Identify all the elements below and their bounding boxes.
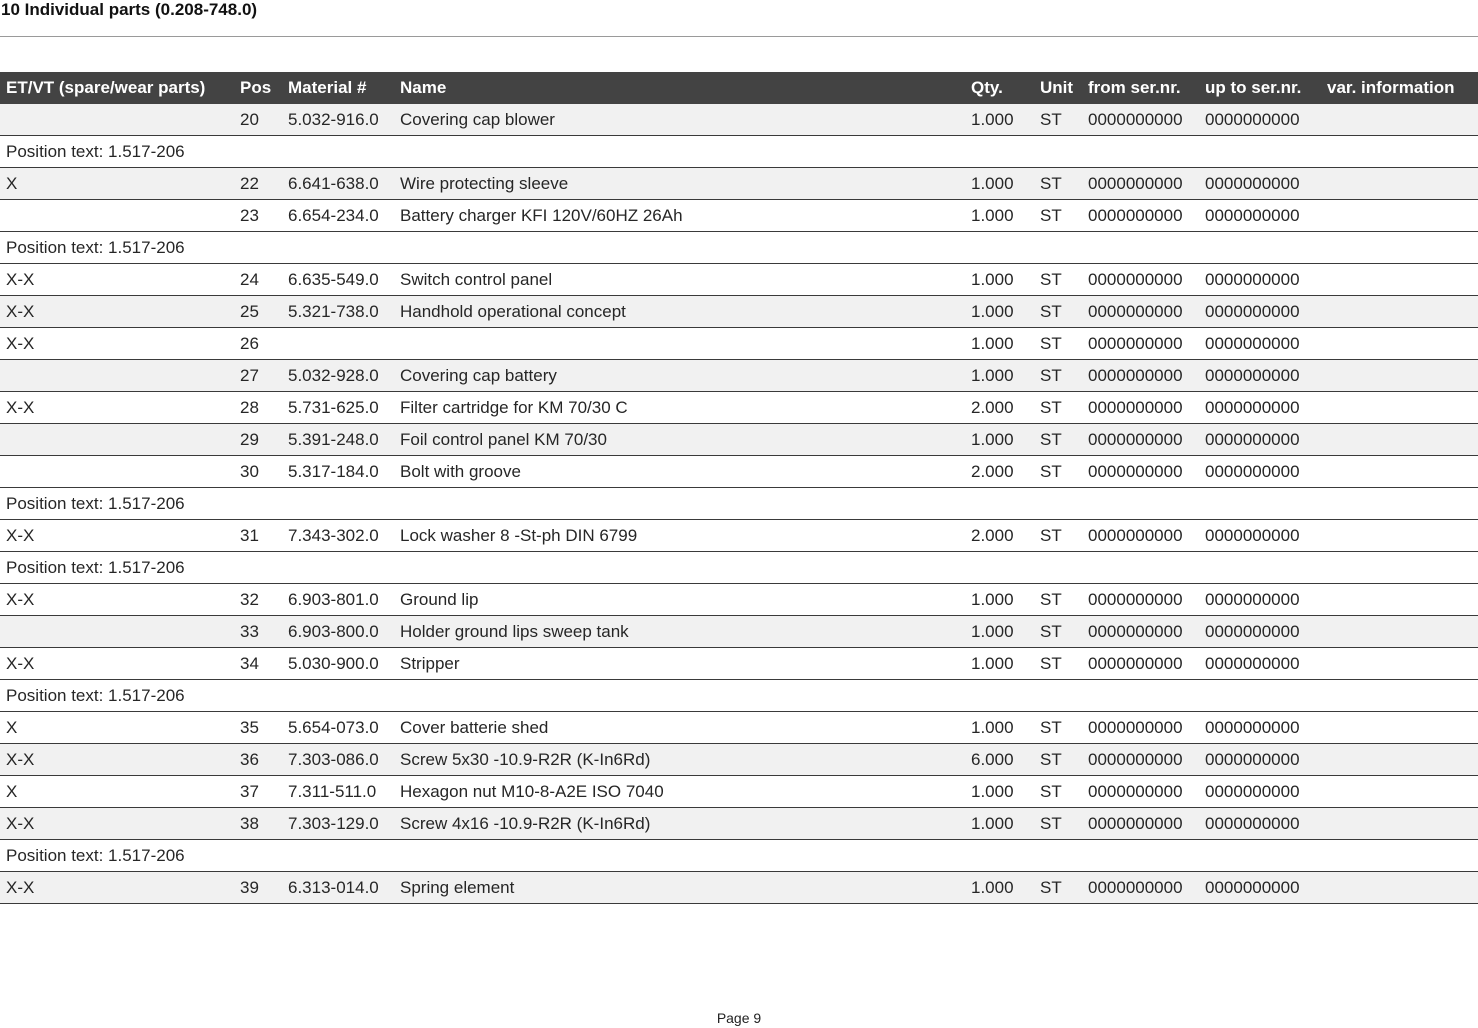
etvt-cell: X-X (0, 648, 234, 680)
etvt-cell (0, 200, 234, 232)
from-serial-cell: 0000000000 (1082, 872, 1199, 904)
from-serial-cell: 0000000000 (1082, 104, 1199, 136)
unit-cell: ST (1034, 296, 1082, 328)
from-serial-cell: 0000000000 (1082, 808, 1199, 840)
material-number-cell: 5.317-184.0 (282, 456, 394, 488)
upto-serial-cell: 0000000000 (1199, 264, 1321, 296)
part-name-cell: Covering cap battery (394, 360, 965, 392)
upto-serial-cell: 0000000000 (1199, 200, 1321, 232)
part-name-cell: Battery charger KFI 120V/60HZ 26Ah (394, 200, 965, 232)
var-info-cell (1321, 200, 1478, 232)
pos-cell: 31 (234, 520, 282, 552)
quantity-cell: 1.000 (965, 808, 1034, 840)
position-text-row (0, 680, 1478, 712)
var-info-cell (1321, 616, 1478, 648)
var-info-cell (1321, 456, 1478, 488)
position-text-row (0, 552, 1478, 584)
from-serial-cell: 0000000000 (1082, 520, 1199, 552)
part-name-cell: Spring element (394, 872, 965, 904)
etvt-cell: X-X (0, 392, 234, 424)
from-serial-cell: 0000000000 (1082, 616, 1199, 648)
var-info-cell (1321, 584, 1478, 616)
quantity-cell: 1.000 (965, 264, 1034, 296)
from-serial-cell: 0000000000 (1082, 584, 1199, 616)
part-row (0, 424, 1478, 456)
upto-serial-cell: 0000000000 (1199, 648, 1321, 680)
pos-cell: 33 (234, 616, 282, 648)
var-info-cell (1321, 104, 1478, 136)
var-info-cell (1321, 712, 1478, 744)
upto-serial-cell: 0000000000 (1199, 104, 1321, 136)
position-text-cell: Position text: 1.517-206 (0, 232, 1478, 264)
pos-cell: 22 (234, 168, 282, 200)
position-text-cell: Position text: 1.517-206 (0, 488, 1478, 520)
material-number-cell: 7.311-511.0 (282, 776, 394, 808)
pos-cell: 37 (234, 776, 282, 808)
etvt-cell: X-X (0, 520, 234, 552)
col-header-name: Name (394, 72, 965, 104)
part-row (0, 328, 1478, 360)
table-header-row (0, 72, 1478, 104)
var-info-cell (1321, 776, 1478, 808)
quantity-cell: 1.000 (965, 296, 1034, 328)
part-row (0, 296, 1478, 328)
material-number-cell: 6.903-801.0 (282, 584, 394, 616)
part-row (0, 104, 1478, 136)
unit-cell: ST (1034, 104, 1082, 136)
material-number-cell: 6.654-234.0 (282, 200, 394, 232)
part-name-cell: Wire protecting sleeve (394, 168, 965, 200)
var-info-cell (1321, 296, 1478, 328)
col-header-from-ser: from ser.nr. (1082, 72, 1199, 104)
pos-cell: 26 (234, 328, 282, 360)
part-name-cell: Hexagon nut M10-8-A2E ISO 7040 (394, 776, 965, 808)
from-serial-cell: 0000000000 (1082, 168, 1199, 200)
col-header-etvt: ET/VT (spare/wear parts) (0, 72, 234, 104)
part-name-cell: Holder ground lips sweep tank (394, 616, 965, 648)
position-text-row (0, 840, 1478, 872)
var-info-cell (1321, 264, 1478, 296)
unit-cell: ST (1034, 456, 1082, 488)
material-number-cell: 5.032-916.0 (282, 104, 394, 136)
pos-cell: 29 (234, 424, 282, 456)
material-number-cell: 6.641-638.0 (282, 168, 394, 200)
unit-cell: ST (1034, 520, 1082, 552)
etvt-cell (0, 104, 234, 136)
part-row (0, 648, 1478, 680)
material-number-cell: 5.654-073.0 (282, 712, 394, 744)
quantity-cell: 2.000 (965, 456, 1034, 488)
material-number-cell (282, 328, 394, 360)
part-name-cell: Filter cartridge for KM 70/30 C (394, 392, 965, 424)
position-text-cell: Position text: 1.517-206 (0, 680, 1478, 712)
unit-cell: ST (1034, 712, 1082, 744)
etvt-cell (0, 456, 234, 488)
part-name-cell: Screw 4x16 -10.9-R2R (K-In6Rd) (394, 808, 965, 840)
unit-cell: ST (1034, 776, 1082, 808)
var-info-cell (1321, 520, 1478, 552)
var-info-cell (1321, 328, 1478, 360)
var-info-cell (1321, 872, 1478, 904)
material-number-cell: 6.903-800.0 (282, 616, 394, 648)
quantity-cell: 2.000 (965, 392, 1034, 424)
upto-serial-cell: 0000000000 (1199, 360, 1321, 392)
pos-cell: 24 (234, 264, 282, 296)
upto-serial-cell: 0000000000 (1199, 520, 1321, 552)
etvt-cell (0, 360, 234, 392)
page-number: Page 9 (716, 1010, 762, 1026)
quantity-cell: 6.000 (965, 744, 1034, 776)
from-serial-cell: 0000000000 (1082, 392, 1199, 424)
pos-cell: 28 (234, 392, 282, 424)
part-name-cell: Lock washer 8 -St-ph DIN 6799 (394, 520, 965, 552)
from-serial-cell: 0000000000 (1082, 328, 1199, 360)
page-title: 10 Individual parts (0.208-748.0) (1, 0, 258, 19)
part-row (0, 808, 1478, 840)
unit-cell: ST (1034, 872, 1082, 904)
unit-cell: ST (1034, 392, 1082, 424)
quantity-cell: 1.000 (965, 584, 1034, 616)
pos-cell: 25 (234, 296, 282, 328)
upto-serial-cell: 0000000000 (1199, 776, 1321, 808)
part-row (0, 520, 1478, 552)
upto-serial-cell: 0000000000 (1199, 808, 1321, 840)
parts-table-body (0, 104, 1478, 904)
quantity-cell: 1.000 (965, 424, 1034, 456)
upto-serial-cell: 0000000000 (1199, 392, 1321, 424)
parts-table (0, 72, 1478, 904)
material-number-cell: 7.343-302.0 (282, 520, 394, 552)
upto-serial-cell: 0000000000 (1199, 424, 1321, 456)
position-text-cell: Position text: 1.517-206 (0, 136, 1478, 168)
from-serial-cell: 0000000000 (1082, 200, 1199, 232)
etvt-cell: X-X (0, 264, 234, 296)
col-header-upto-ser: up to ser.nr. (1199, 72, 1321, 104)
quantity-cell: 1.000 (965, 104, 1034, 136)
position-text-cell: Position text: 1.517-206 (0, 552, 1478, 584)
var-info-cell (1321, 392, 1478, 424)
upto-serial-cell: 0000000000 (1199, 712, 1321, 744)
part-row (0, 360, 1478, 392)
position-text-row (0, 232, 1478, 264)
part-name-cell: Handhold operational concept (394, 296, 965, 328)
var-info-cell (1321, 360, 1478, 392)
unit-cell: ST (1034, 584, 1082, 616)
from-serial-cell: 0000000000 (1082, 456, 1199, 488)
from-serial-cell: 0000000000 (1082, 296, 1199, 328)
unit-cell: ST (1034, 648, 1082, 680)
material-number-cell: 5.731-625.0 (282, 392, 394, 424)
quantity-cell: 1.000 (965, 200, 1034, 232)
from-serial-cell: 0000000000 (1082, 744, 1199, 776)
etvt-cell (0, 424, 234, 456)
title-divider (0, 36, 1478, 37)
unit-cell: ST (1034, 808, 1082, 840)
etvt-cell: X (0, 776, 234, 808)
quantity-cell: 1.000 (965, 648, 1034, 680)
part-name-cell: Switch control panel (394, 264, 965, 296)
quantity-cell: 1.000 (965, 712, 1034, 744)
part-name-cell: Covering cap blower (394, 104, 965, 136)
part-name-cell: Ground lip (394, 584, 965, 616)
part-row (0, 584, 1478, 616)
material-number-cell: 5.321-738.0 (282, 296, 394, 328)
material-number-cell: 5.032-928.0 (282, 360, 394, 392)
etvt-cell: X (0, 712, 234, 744)
part-row (0, 776, 1478, 808)
position-text-cell: Position text: 1.517-206 (0, 840, 1478, 872)
pos-cell: 27 (234, 360, 282, 392)
position-text-row (0, 136, 1478, 168)
col-header-qty: Qty. (965, 72, 1034, 104)
part-name-cell (394, 328, 965, 360)
from-serial-cell: 0000000000 (1082, 264, 1199, 296)
from-serial-cell: 0000000000 (1082, 712, 1199, 744)
etvt-cell: X-X (0, 328, 234, 360)
etvt-cell: X-X (0, 744, 234, 776)
etvt-cell: X (0, 168, 234, 200)
part-row (0, 744, 1478, 776)
etvt-cell: X-X (0, 808, 234, 840)
quantity-cell: 1.000 (965, 328, 1034, 360)
pos-cell: 30 (234, 456, 282, 488)
part-name-cell: Cover batterie shed (394, 712, 965, 744)
upto-serial-cell: 0000000000 (1199, 584, 1321, 616)
quantity-cell: 1.000 (965, 872, 1034, 904)
etvt-cell: X-X (0, 872, 234, 904)
pos-cell: 38 (234, 808, 282, 840)
material-number-cell: 5.391-248.0 (282, 424, 394, 456)
from-serial-cell: 0000000000 (1082, 648, 1199, 680)
material-number-cell: 5.030-900.0 (282, 648, 394, 680)
var-info-cell (1321, 424, 1478, 456)
etvt-cell: X-X (0, 584, 234, 616)
col-header-unit: Unit (1034, 72, 1082, 104)
var-info-cell (1321, 808, 1478, 840)
upto-serial-cell: 0000000000 (1199, 616, 1321, 648)
pos-cell: 32 (234, 584, 282, 616)
part-name-cell: Foil control panel KM 70/30 (394, 424, 965, 456)
unit-cell: ST (1034, 744, 1082, 776)
quantity-cell: 2.000 (965, 520, 1034, 552)
part-row (0, 264, 1478, 296)
unit-cell: ST (1034, 200, 1082, 232)
material-number-cell: 6.313-014.0 (282, 872, 394, 904)
upto-serial-cell: 0000000000 (1199, 456, 1321, 488)
col-header-material: Material # (282, 72, 394, 104)
upto-serial-cell: 0000000000 (1199, 744, 1321, 776)
upto-serial-cell: 0000000000 (1199, 328, 1321, 360)
part-row (0, 872, 1478, 904)
pos-cell: 34 (234, 648, 282, 680)
unit-cell: ST (1034, 360, 1082, 392)
unit-cell: ST (1034, 424, 1082, 456)
quantity-cell: 1.000 (965, 616, 1034, 648)
quantity-cell: 1.000 (965, 776, 1034, 808)
etvt-cell: X-X (0, 296, 234, 328)
quantity-cell: 1.000 (965, 360, 1034, 392)
from-serial-cell: 0000000000 (1082, 360, 1199, 392)
upto-serial-cell: 0000000000 (1199, 296, 1321, 328)
part-row (0, 392, 1478, 424)
pos-cell: 39 (234, 872, 282, 904)
unit-cell: ST (1034, 168, 1082, 200)
from-serial-cell: 0000000000 (1082, 776, 1199, 808)
material-number-cell: 7.303-129.0 (282, 808, 394, 840)
pos-cell: 23 (234, 200, 282, 232)
part-name-cell: Bolt with groove (394, 456, 965, 488)
part-row (0, 712, 1478, 744)
col-header-var-info: var. information (1321, 72, 1478, 104)
quantity-cell: 1.000 (965, 168, 1034, 200)
part-row (0, 456, 1478, 488)
var-info-cell (1321, 744, 1478, 776)
var-info-cell (1321, 648, 1478, 680)
var-info-cell (1321, 168, 1478, 200)
part-name-cell: Stripper (394, 648, 965, 680)
part-row (0, 168, 1478, 200)
part-row (0, 616, 1478, 648)
unit-cell: ST (1034, 616, 1082, 648)
pos-cell: 20 (234, 104, 282, 136)
material-number-cell: 6.635-549.0 (282, 264, 394, 296)
unit-cell: ST (1034, 328, 1082, 360)
material-number-cell: 7.303-086.0 (282, 744, 394, 776)
from-serial-cell: 0000000000 (1082, 424, 1199, 456)
pos-cell: 36 (234, 744, 282, 776)
part-row (0, 200, 1478, 232)
col-header-pos: Pos (234, 72, 282, 104)
part-name-cell: Screw 5x30 -10.9-R2R (K-In6Rd) (394, 744, 965, 776)
unit-cell: ST (1034, 264, 1082, 296)
position-text-row (0, 488, 1478, 520)
pos-cell: 35 (234, 712, 282, 744)
upto-serial-cell: 0000000000 (1199, 872, 1321, 904)
upto-serial-cell: 0000000000 (1199, 168, 1321, 200)
etvt-cell (0, 616, 234, 648)
